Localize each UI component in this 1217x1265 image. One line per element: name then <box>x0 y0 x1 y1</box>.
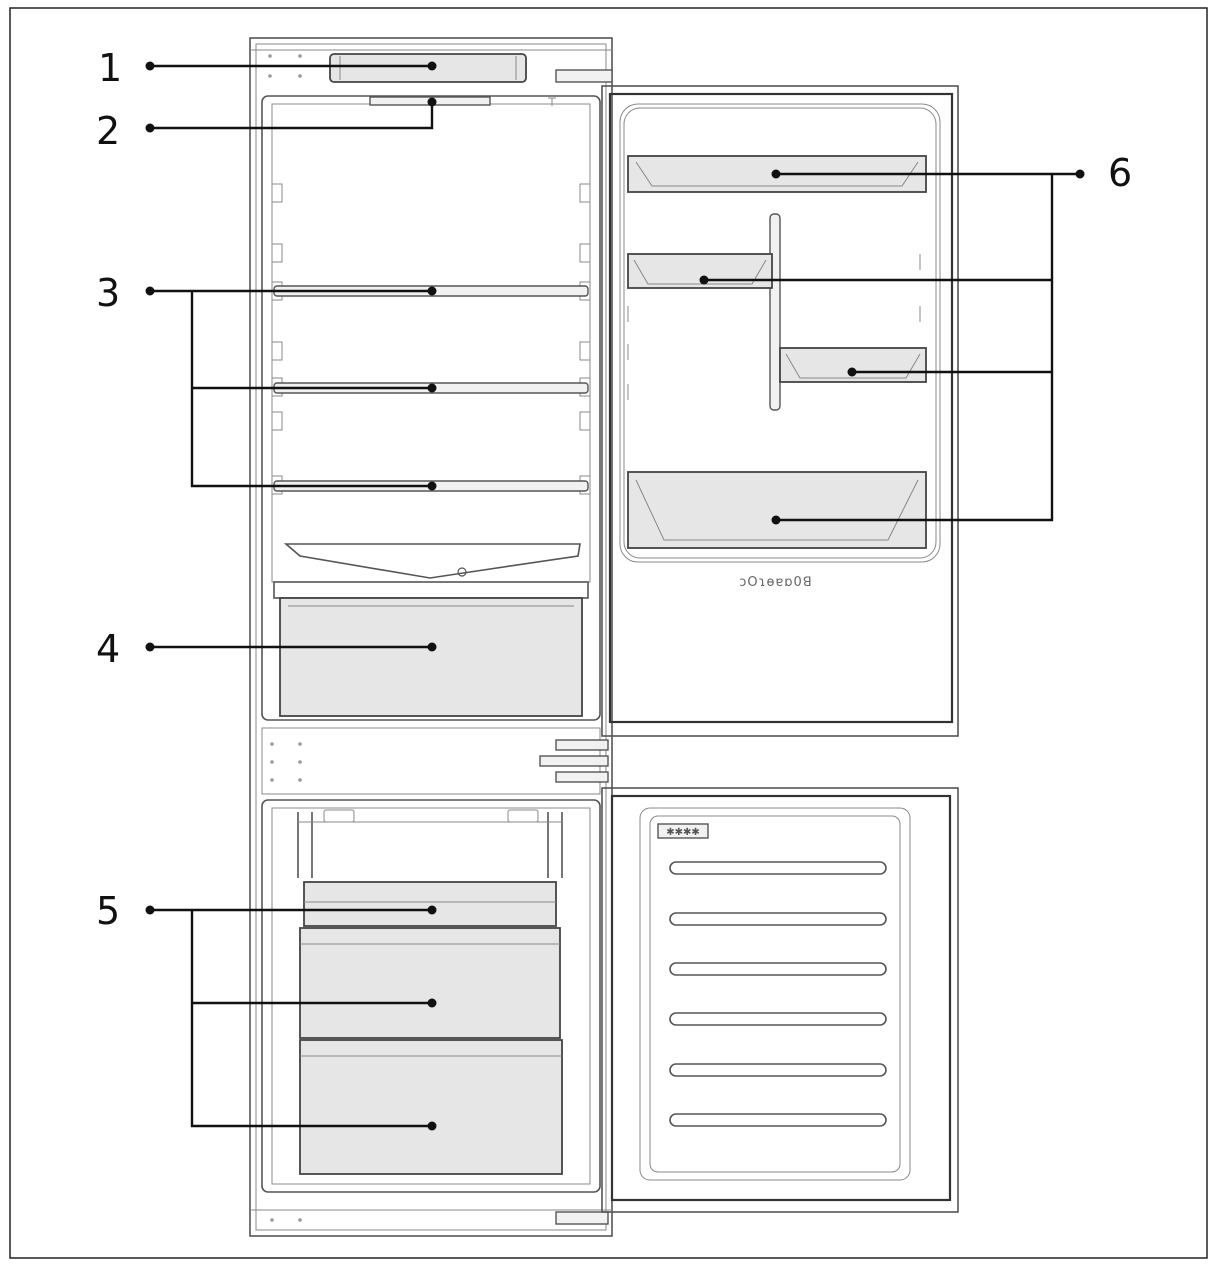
freezer-star-label: ✱✱✱✱ <box>666 827 700 838</box>
callout-1-number: 1 <box>98 46 123 90</box>
crisper-cover <box>286 544 580 578</box>
callout-4-number: 4 <box>96 627 121 671</box>
door-marking: ɔOɿɵɐɒ0ꓭ <box>739 575 813 590</box>
shelf-supports <box>272 184 590 494</box>
interior-light <box>370 97 556 106</box>
callout-3-number: 3 <box>96 271 121 315</box>
diagram-border <box>10 8 1207 1258</box>
callout-6-number: 6 <box>1108 151 1133 195</box>
freezer-door <box>602 788 958 1212</box>
freezer-top-frame <box>298 810 562 878</box>
callout-2-number: 2 <box>96 109 121 153</box>
callout-5-number: 5 <box>96 889 121 933</box>
callout-3 <box>96 271 437 491</box>
callout-6 <box>700 151 1133 525</box>
callout-2 <box>96 98 437 154</box>
door-ribs <box>670 862 886 1126</box>
